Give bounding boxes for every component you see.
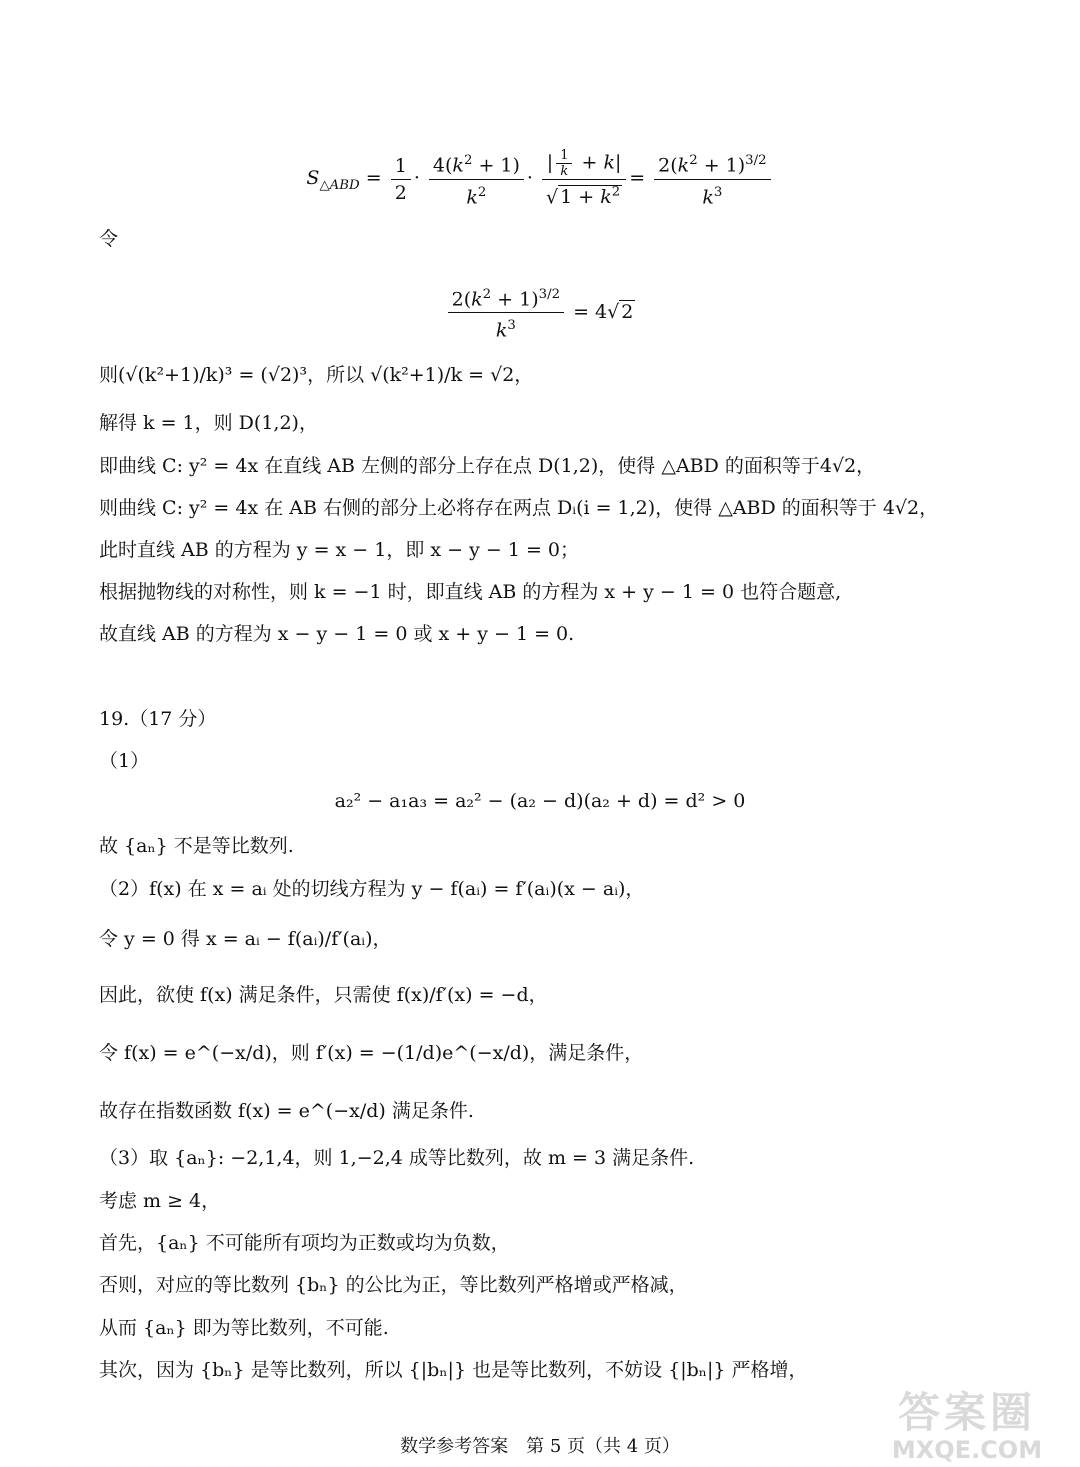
text-line-19: 其次，因为 {bₙ} 是等比数列，所以 {|bₙ|} 也是等比数列，不妨设 {|bₙ|} 严格增， xyxy=(99,1359,808,1381)
text-line-13: 故存在指数函数 f(x) = e^(−x/d) 满足条件. xyxy=(99,1100,474,1122)
text-line-14: （3）取 {aₙ}: −2,1,4，则 1,−2,4 成等比数列，故 m = 3 满足条件. xyxy=(99,1147,695,1169)
text-line-3: 即曲线 C: y² = 4x 在直线 AB 左侧的部分上存在点 D(1,2)，使得 △ABD 的面积等于4√2， xyxy=(99,455,876,477)
text-line-15: 考虑 m ≥ 4， xyxy=(99,1190,221,1212)
text-line-6: 根据抛物线的对称性，则 k = −1 时，即直线 AB 的方程为 x + y − 1 = 0 也符合题意, xyxy=(99,581,842,603)
text-line-17: 否则，对应的等比数列 {bₙ} 的公比为正，等比数列严格增或严格减， xyxy=(99,1274,688,1296)
text-line-16: 首先，{aₙ} 不可能所有项均为正数或均为负数， xyxy=(99,1232,510,1254)
text-line-8: 故 {aₙ} 不是等比数列. xyxy=(99,835,294,857)
area-formula: $S_{\triangle ABD}$ = $\frac{1}{2}$ · $\frac{4(k^2 + 1)}{k^2}$ · | $\frac{1}{k}$ + k| √ $1 + k^2$ = $\frac{2(k^2 + 1)^{3/2}}{k^3}$ xyxy=(0,148,1080,210)
part-1-label: （1） xyxy=(99,750,150,772)
text-line-1: 则(√(k²+1)/k)³ = (√2)³，所以 √(k²+1)/k = √2， xyxy=(99,364,534,386)
text-line-11: 因此，欲使 f(x) 满足条件，只需使 f(x)/f′(x) = −d， xyxy=(99,984,548,1006)
text-line-18: 从而 {aₙ} 即为等比数列，不可能. xyxy=(99,1317,389,1339)
sequence-formula: a₂² − a₁a₃ = a₂² − (a₂ − d)(a₂ + d) = d² > 0 xyxy=(334,790,746,812)
text-line-2: 解得 k = 1，则 D(1,2)， xyxy=(99,412,318,434)
text-ling: 令 xyxy=(99,228,119,250)
text-line-5: 此时直线 AB 的方程为 y = x − 1，即 x − y − 1 = 0； xyxy=(99,539,580,561)
question-19-heading: 19.（17 分） xyxy=(99,708,217,730)
text-line-12: 令 f(x) = e^(−x/d)，则 f′(x) = −(1/d)e^(−x/d)，满足条件， xyxy=(99,1042,644,1064)
text-line-7: 故直线 AB 的方程为 x − y − 1 = 0 或 x + y − 1 = 0. xyxy=(99,623,575,645)
equation-formula: $\frac{2(k^2 + 1)^{3/2}}{k^3}$ = 4√ 2 xyxy=(0,282,1080,344)
page-footer: 数学参考答案 第 5 页（共 4 页） xyxy=(400,1436,680,1457)
text-line-4: 则曲线 C: y² = 4x 在 AB 右侧的部分上必将存在两点 Dᵢ(i = 1,2)，使得 △ABD 的面积等于 4√2， xyxy=(99,497,939,519)
text-line-10: 令 y = 0 得 x = aᵢ − f(aᵢ)/f′(aᵢ)， xyxy=(99,928,392,950)
watermark-bottom: MXQE.COM xyxy=(891,1436,1043,1464)
watermark-top: 答案圈 xyxy=(897,1388,1036,1437)
watermark-logo xyxy=(872,1390,1062,1467)
text-line-9: （2）f(x) 在 x = aᵢ 处的切线方程为 y − f(aᵢ) = f′(aᵢ)(x − aᵢ)， xyxy=(99,878,645,900)
